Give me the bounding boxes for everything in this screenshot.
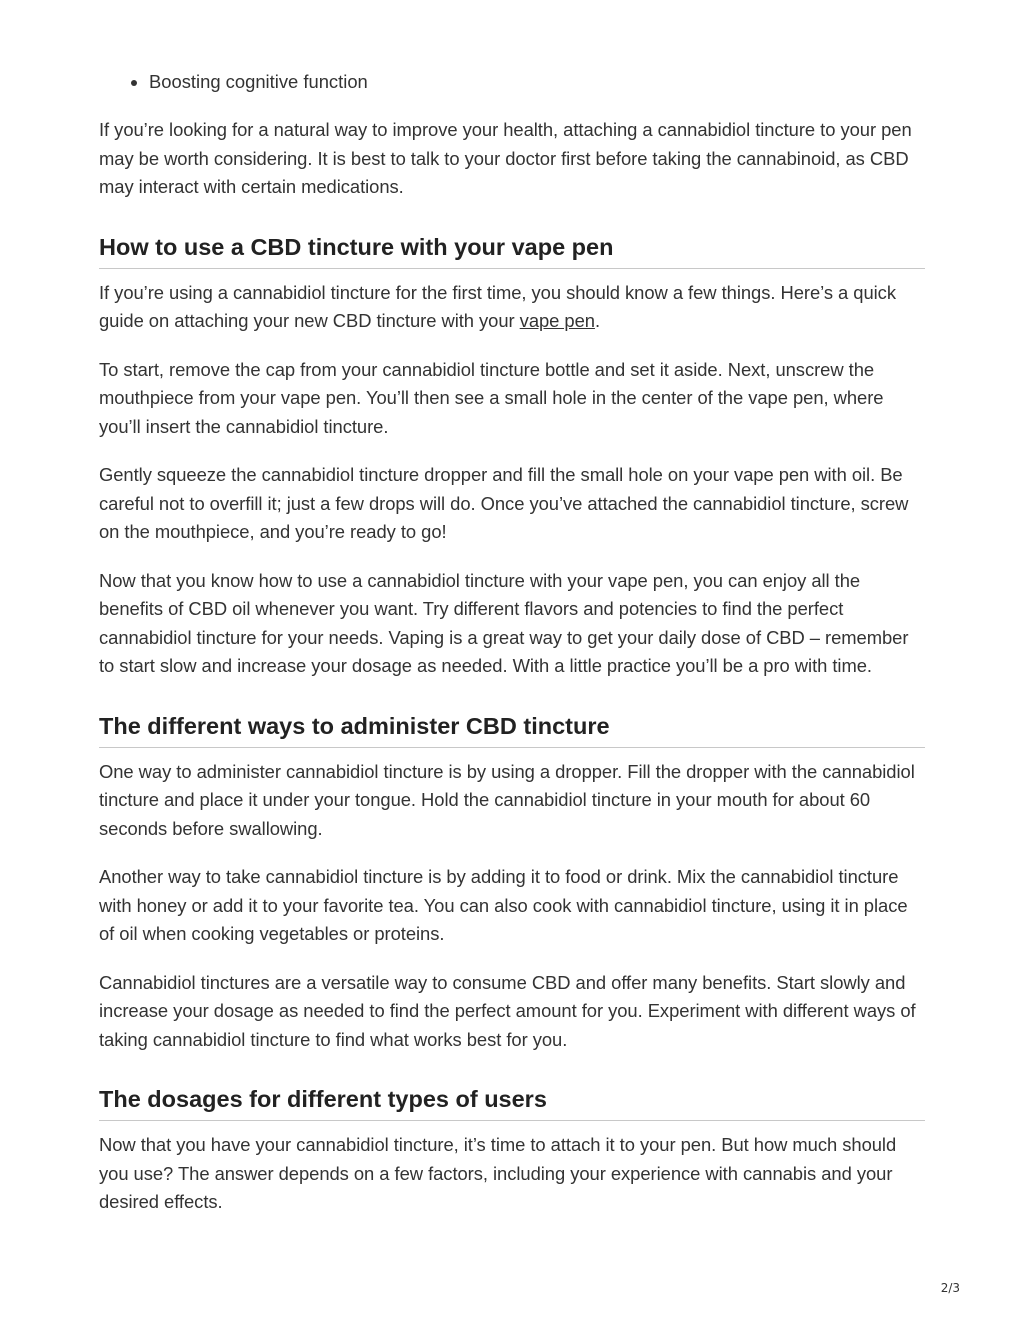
paragraph: Another way to take cannabidiol tincture is by adding it to food or drink. Mix the cannabidiol tincture with honey or add it to your favorite tea. You can also cook with cannabidiol tincture, using it in place of oil when cooking vegetables or proteins. (99, 866, 908, 944)
vape-pen-link[interactable]: vape pen (519, 310, 595, 331)
article-body (99, 68, 925, 1237)
paragraph-text: If you’re using a cannabidiol tincture for the first time, you should know a few things. Here’s a quick guide on attaching your new CBD tincture with your (99, 281, 896, 331)
paragraph: Gently squeeze the cannabidiol tincture dropper and fill the small hole on your vape pen with oil. Be careful not to overfill it; just a few drops will do. Once you’ve attached the cannabidiol tincture, screw on the mouthpiece, and you’re ready to go! (99, 464, 909, 542)
intro-paragraph: If you’re looking for a natural way to improve your health, attaching a cannabidiol tincture to your pen may be worth considering. It is best to talk to your doctor first before taking the cannabinoid, as CBD may interact with certain medications. (99, 119, 912, 197)
section-heading-administer: The different ways to administer CBD tincture (99, 711, 925, 748)
paragraph: To start, remove the cap from your cannabidiol tincture bottle and set it aside. Next, unscrew the mouthpiece from your vape pen. You’ll then see a small hole in the center of the vape pen, where you’ll insert the cannabidiol tincture. (99, 358, 884, 437)
paragraph: Now that you have your cannabidiol tincture, it’s time to attach it to your pen. But how much should you use? The answer depends on a few factors, including your experience with cannabis and your desired effects. (99, 1134, 897, 1212)
benefits-list (99, 68, 925, 96)
section-heading-how-to-use: How to use a CBD tincture with your vape pen (99, 232, 925, 269)
section-heading-dosages: The dosages for different types of users (99, 1084, 925, 1121)
paragraph: Now that you know how to use a cannabidiol tincture with your vape pen, you can enjoy all the benefits of CBD oil whenever you want. Try different flavors and potencies to find the perfect cannabidiol tincture for your needs. Vaping is a great way to get your daily dose of CBD – remember to start slow and increase your dosage as needed. With a little practice you’ll be a pro with time. (99, 569, 909, 676)
paragraph: One way to administer cannabidiol tincture is by using a dropper. Fill the dropper with the cannabidiol tincture and place it under your tongue. Hold the cannabidiol tincture in your mouth for about 60 seconds before swallowing. (99, 760, 915, 839)
list-item: • Boosting cognitive function (149, 68, 925, 96)
page-number: 2/3 (940, 1281, 960, 1295)
paragraph: Cannabidiol tinctures are a versatile way to consume CBD and offer many benefits. Start slowly and increase your dosage as needed to find the perfect amount for you. Experiment with different ways of taking cannabidiol tincture to find what works best for you. (99, 971, 916, 1050)
paragraph-text: . (594, 310, 601, 331)
paragraph (99, 279, 925, 336)
